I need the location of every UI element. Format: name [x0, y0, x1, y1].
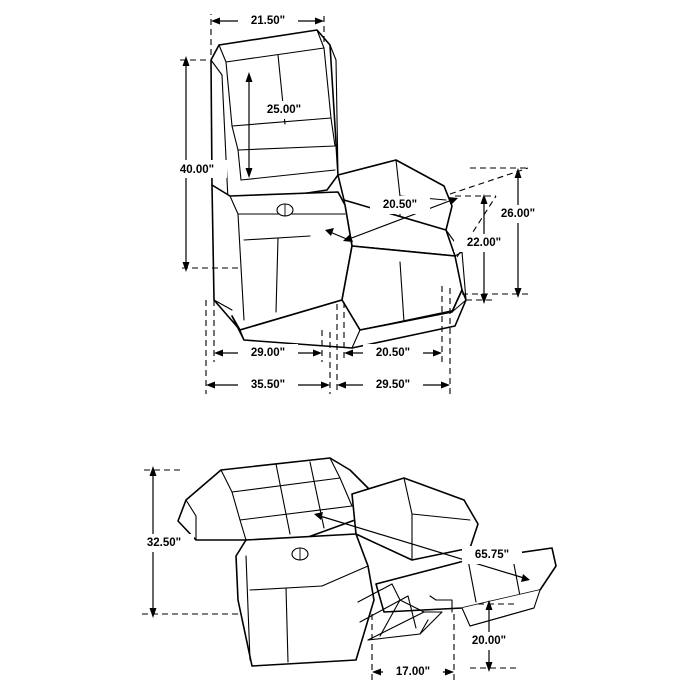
dim-back-height: 25.00" [266, 104, 302, 117]
dim-overall-height: 40.00" [179, 164, 215, 177]
dim-footrest-height: 20.00" [471, 635, 507, 648]
dim-reclined-base-depth: 17.00" [395, 666, 431, 679]
dim-seat-width: 20.50" [375, 347, 411, 360]
dim-base-depth: 29.00" [250, 347, 286, 360]
dim-reclined-length: 65.75" [474, 549, 510, 562]
dim-overall-depth: 35.50" [250, 379, 286, 392]
dim-seat-back-width: 21.50" [250, 15, 286, 28]
dim-seat-height: 22.00" [466, 237, 502, 250]
dim-arm-height: 26.00" [500, 208, 536, 221]
dim-seat-depth-diagonal: 20.50" [382, 199, 418, 212]
dim-reclined-height: 32.50" [146, 537, 182, 550]
dim-overall-width: 29.50" [375, 379, 411, 392]
